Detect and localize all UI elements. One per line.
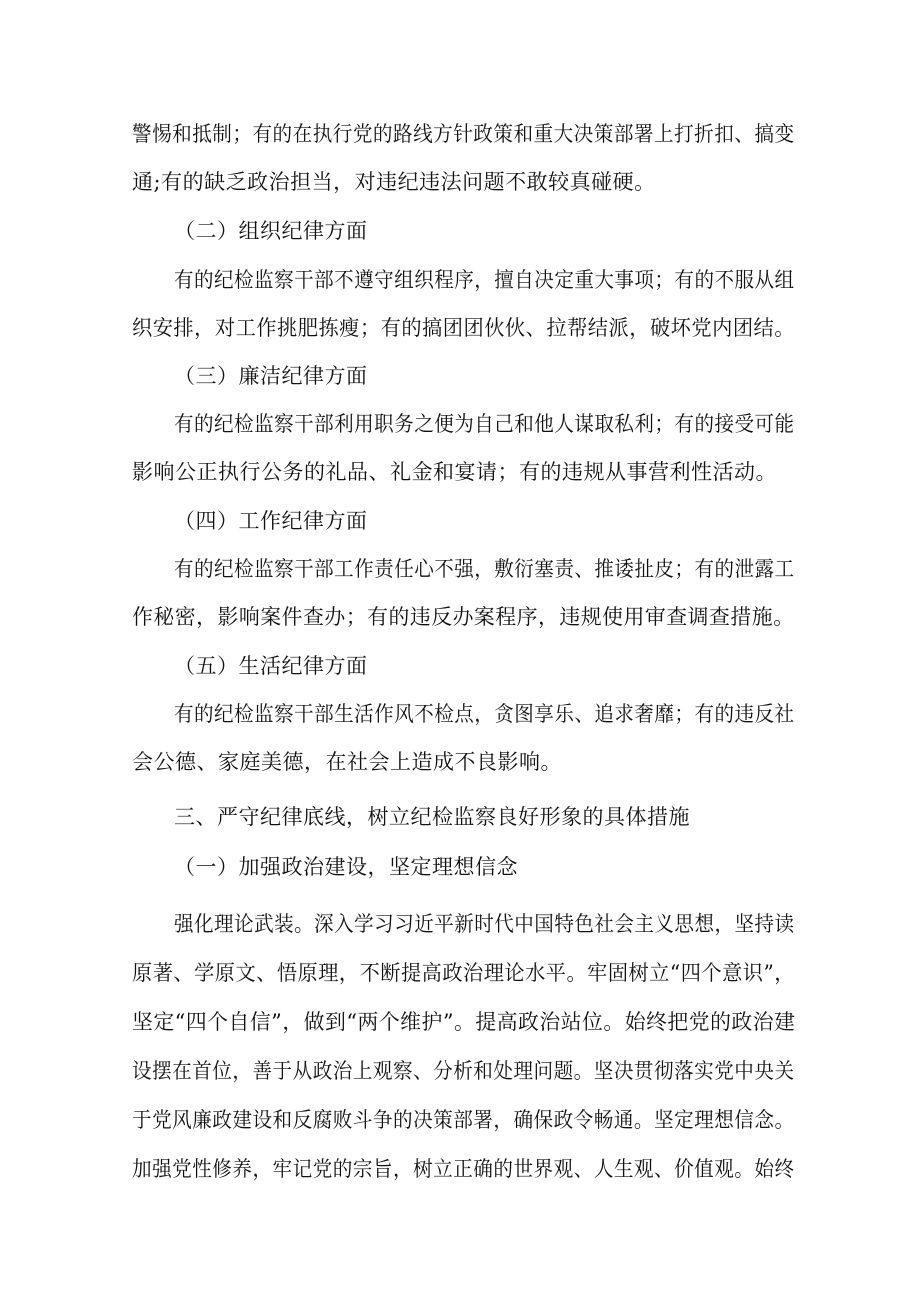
section-heading: （二）组织纪律方面 (174, 219, 368, 243)
paragraph-line: 有的纪检监察干部生活作风不检点，贪图享乐、追求奢靡；有的违反社 (174, 702, 795, 726)
section-heading: （五）生活纪律方面 (174, 654, 368, 678)
paragraph-line: 于党风廉政建设和反腐败斗争的决策部署，确保政令畅通。坚定理想信念。 (132, 1108, 795, 1132)
paragraph-line: 警惕和抵制；有的在执行党的路线方针政策和重大决策部署上打折扣、搞变 (132, 122, 795, 146)
section-heading: （四）工作纪律方面 (174, 509, 368, 533)
paragraph-line: 加强党性修养，牢记党的宗旨，树立正确的世界观、人生观、价值观。始终 (132, 1157, 795, 1181)
chapter-heading: 三、严守纪律底线，树立纪检监察良好形象的具体措施 (174, 805, 690, 829)
paragraph-line: 坚定“四个自信”，做到“两个维护”。提高政治站位。始终把党的政治建 (132, 1010, 796, 1034)
paragraph-line: 原著、学原文、悟原理，不断提高政治理论水平。牢固树立“四个意识”， (132, 961, 795, 985)
paragraph-line: 影响公正执行公务的礼品、礼金和宴请；有的违规从事营利性活动。 (132, 460, 777, 484)
paragraph-line: 有的纪检监察干部不遵守组织程序，擅自决定重大事项；有的不服从组 (174, 268, 795, 292)
paragraph-line: 会公德、家庭美德，在社会上造成不良影响。 (132, 750, 562, 774)
paragraph-line: 有的纪检监察干部利用职务之便为自己和他人谋取私利；有的接受可能 (174, 412, 795, 436)
paragraph-line: 强化理论武装。深入学习习近平新时代中国特色社会主义思想，坚持读 (174, 912, 795, 936)
paragraph-line: 织安排，对工作挑肥拣瘦；有的搞团团伙伙、拉帮结派，破坏党内团结。 (132, 316, 795, 340)
section-heading: （一）加强政治建设，坚定理想信念 (174, 855, 518, 879)
paragraph-line: 设摆在首位，善于从政治上观察、分析和处理问题。坚决贯彻落实党中央关 (132, 1059, 795, 1083)
paragraph-line: 通;有的缺乏政治担当，对违纪违法问题不敢较真碰硬。 (132, 170, 656, 194)
paragraph-line: 有的纪检监察干部工作责任心不强，敷衍塞责、推诿扯皮；有的泄露工 (174, 557, 795, 581)
section-heading: （三）廉洁纪律方面 (174, 364, 368, 388)
paragraph-line: 作秘密，影响案件查办；有的违反办案程序，违规使用审查调查措施。 (132, 605, 795, 629)
